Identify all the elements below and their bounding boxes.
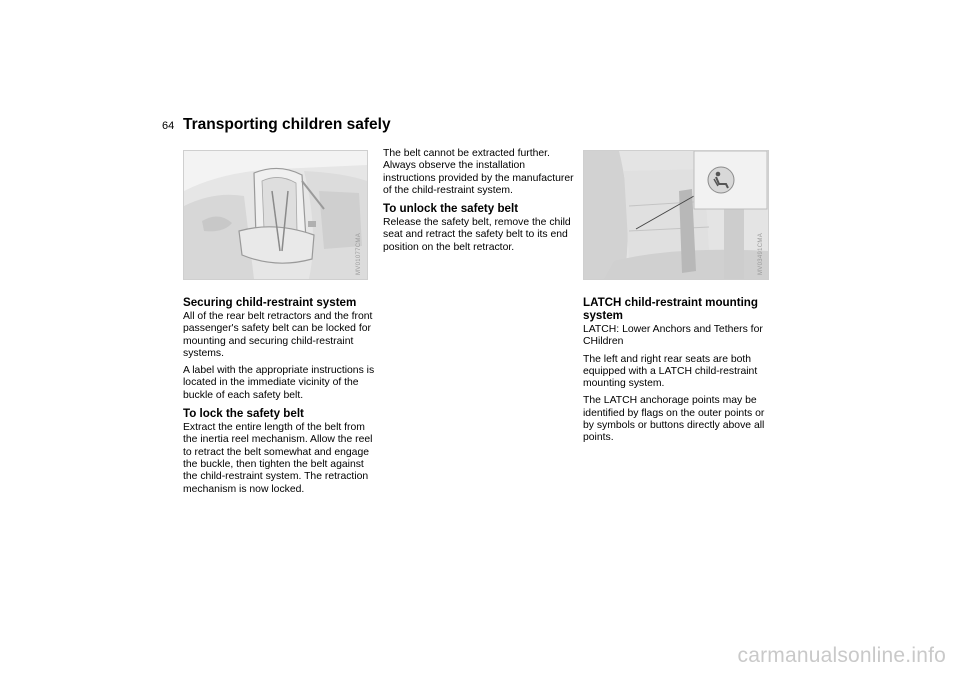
figure-code: MV01077CMA [356,232,362,275]
paragraph-latch-3: The LATCH anchorage points may be identified by flags on the outer points or by symbols or buttons directly above all points. [583,395,765,444]
figure-latch-anchor [583,150,769,280]
heading-securing: Securing child-restraint system [183,296,357,309]
column-2 [383,148,578,259]
heading-lock: To lock the safety belt [183,407,304,421]
figure-code: MV03491CMA [758,232,764,275]
paragraph-unlock: Release the safety belt, remove the child seat and retract the safety belt to its end position on the belt retractor. [383,217,571,253]
paragraph-lock: Extract the entire length of the belt from the inertia reel mechanism. Allow the reel to retract the belt somewhat and engage the buckle, then tighten the belt against the child-restraint system. The retraction mechanism is now locked. [183,422,373,495]
heading-latch: LATCH child-restraint mounting system [583,296,758,322]
page-number: 64 [162,120,175,132]
child-seat-illustration [184,151,367,279]
column-1 [183,296,378,501]
latch-seat-illustration [584,151,768,279]
paragraph-securing-2: A label with the appropriate instructions is located in the immediate vicinity of the buckle of each safety belt. [183,365,375,401]
latch-anchor-symbol-icon [706,165,736,195]
paragraph-securing-1: All of the rear belt retractors and the front passenger's safety belt can be locked for mounting and securing child-restraint systems. [183,311,373,359]
figure-child-seat [183,150,368,280]
heading-unlock: To unlock the safety belt [383,202,519,216]
footer-watermark: carmanualsonline.info [737,644,946,667]
paragraph-latch-1: LATCH: Lower Anchors and Tethers for CHildren [583,324,763,348]
paragraph-latch-2: The left and right rear seats are both equipped with a LATCH child-restraint mounting system. [583,353,758,390]
column-3 [583,296,778,450]
paragraph-continued: The belt cannot be extracted further. Always observe the installation instructions provided by the manufacturer of the child-restraint system. [383,148,574,196]
page-title: Transporting children safely [183,116,391,133]
